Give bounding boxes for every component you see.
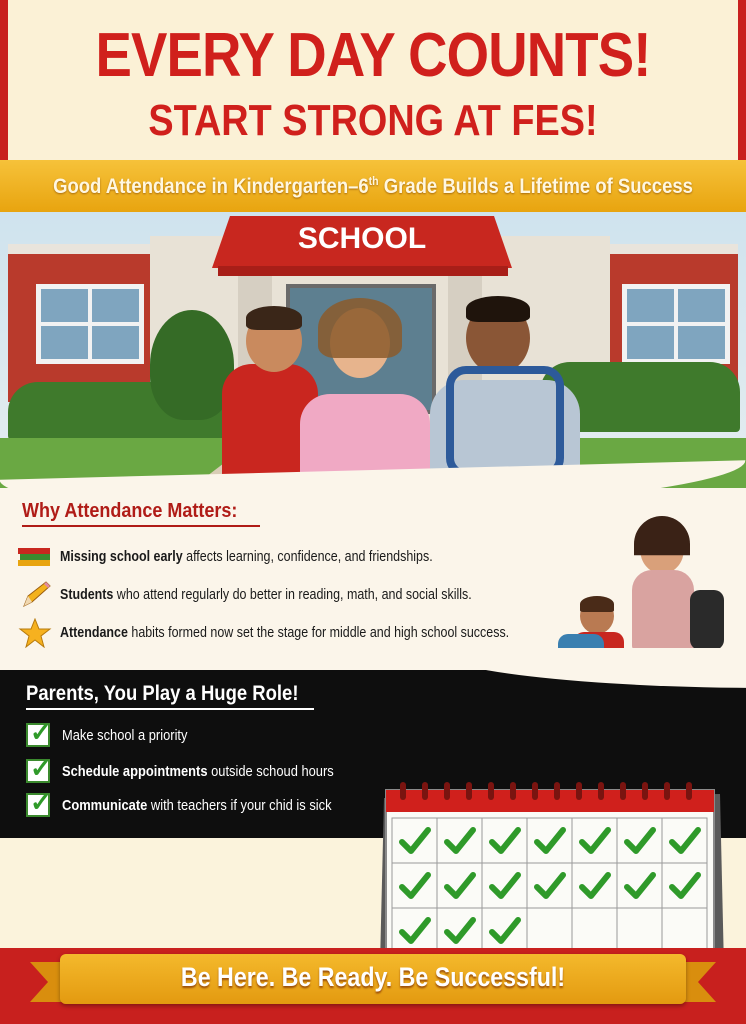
calendar-ring: [444, 782, 450, 800]
mother-bag: [690, 590, 724, 650]
headline-subtitle: START STRONG AT FES!: [148, 96, 598, 145]
why-item-text: [60, 587, 472, 603]
why-item-bold: Missing school early: [60, 549, 183, 565]
subtitle-text-end: Grade Builds a Lifetime of Success: [378, 175, 693, 198]
checkbox-icon: ✓: [26, 723, 50, 747]
calendar-ring: [532, 782, 538, 800]
why-item-text: [60, 549, 433, 565]
kid3-hair: [466, 296, 530, 322]
left-roof-trim: [8, 244, 158, 254]
why-item-3: [18, 618, 582, 648]
calendar-ring: [598, 782, 604, 800]
kid2-hair: [318, 298, 402, 358]
calendar-ring: [554, 782, 560, 800]
parents-item-bold: Communicate: [62, 796, 148, 814]
subtitle-text-start: Good Attendance in Kindergarten–6: [53, 175, 369, 198]
calendar-ring: [400, 782, 406, 800]
parents-title: Parents, You Play a Huge Role!: [26, 682, 299, 705]
parents-item-rest: Make school a priority: [62, 726, 188, 744]
why-item-1: [18, 542, 493, 572]
sign-ledge: [218, 266, 508, 276]
right-window: [622, 284, 730, 364]
calendar-ring: [686, 782, 692, 800]
child-hair: [580, 596, 614, 612]
kid1-hair: [246, 306, 302, 330]
parents-item-rest: outside schoud hours: [207, 762, 334, 780]
why-item-rest: who attend regularly do better in reading, math, and social skills.: [113, 587, 472, 603]
why-title: Why Attendance Matters:: [22, 500, 238, 522]
calendar-ring: [510, 782, 516, 800]
parents-item-bold: Schedule appointments: [62, 762, 208, 780]
mother-top: [632, 570, 694, 650]
footer-slogan: Be Here. Be Ready. Be Successful!: [180, 962, 566, 992]
checkbox-icon: ✓: [26, 793, 50, 817]
calendar-ring: [466, 782, 472, 800]
parents-item-3: [26, 787, 375, 820]
calendar-ring: [422, 782, 428, 800]
checkbox-icon: ✓: [26, 759, 50, 783]
why-item-bold: Students: [60, 587, 114, 603]
headline-title: EVERY DAY COUNTS!: [95, 21, 651, 90]
why-title-underline: [22, 525, 260, 527]
parents-item-text: [62, 727, 187, 744]
kid3-backpack-straps: [446, 366, 564, 478]
why-item-2: [18, 580, 539, 610]
attendance-calendar: [376, 780, 726, 972]
parents-item-1: [26, 717, 208, 750]
calendar-ring: [576, 782, 582, 800]
why-item-bold: Attendance: [60, 625, 128, 641]
right-roof-trim: [604, 244, 738, 254]
why-item-text: [60, 625, 509, 641]
parents-item-text: [62, 763, 334, 780]
school-sign-text: SCHOOL: [297, 222, 427, 255]
calendar-ring: [620, 782, 626, 800]
calendar-ring: [642, 782, 648, 800]
parents-title-underline: [26, 708, 314, 710]
calendar-ring: [664, 782, 670, 800]
star-icon: [18, 618, 52, 648]
parents-item-2: [26, 753, 378, 786]
why-item-rest: habits formed now set the stage for middle and high school success.: [127, 625, 510, 641]
books-icon: [18, 546, 52, 568]
subtitle-text: [45, 174, 701, 199]
subtitle-superscript: th: [368, 174, 379, 188]
pencil-icon: [18, 580, 52, 610]
why-item-rest: affects learning, confidence, and friendships.: [182, 549, 433, 565]
calendar-sheet: [386, 790, 714, 960]
parents-item-text: [62, 797, 332, 814]
parents-item-rest: with teachers if your chid is sick: [147, 796, 332, 814]
left-window: [36, 284, 144, 364]
calendar-ring: [488, 782, 494, 800]
